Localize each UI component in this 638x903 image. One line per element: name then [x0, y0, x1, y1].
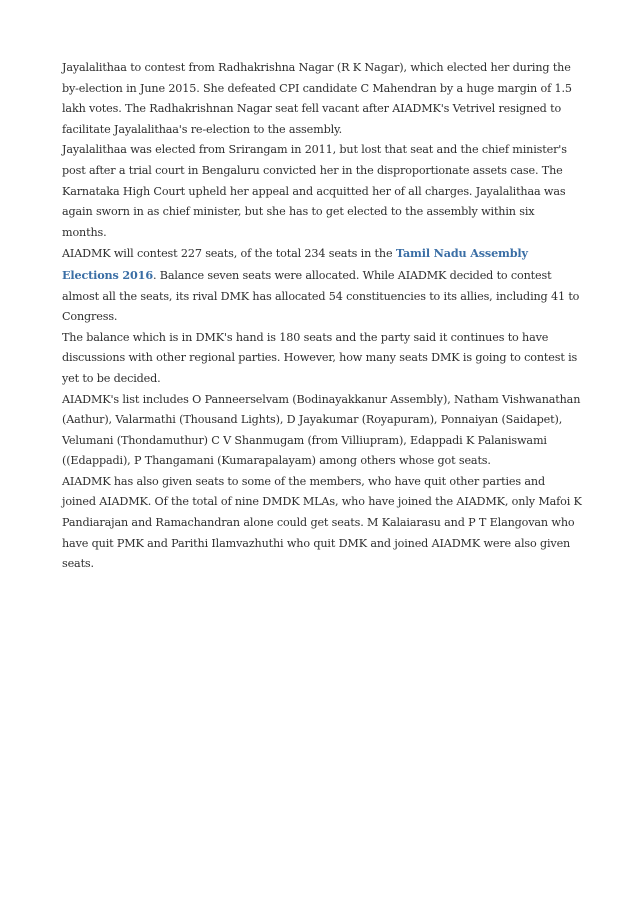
paragraph-seat-count	[62, 243, 582, 327]
paragraph-seat-count-lead: AIADMK will contest 227 seats, of the total 234 seats in the	[62, 247, 396, 261]
paragraph-srirangam: Jayalalithaa was elected from Srirangam in 2011, but lost that seat and the chief minister's post after a trial court in Bengaluru convicted her in the disproportionate assets case. The Karnataka High Court upheld her appeal and acquitted her of all charges. Jayalalithaa was again sworn in as chief minister, but she has to get elected to the assembly within six months.	[62, 143, 567, 239]
paragraph-defectors: AIADMK has also given seats to some of the members, who have quit other parties and joined AIADMK. Of the total of nine DMDK MLAs, who have joined the AIADMK, only Mafoi K Pandiarajan and Ramachandran alone could get seats. M Kalaiarasu and P T Elangovan who have quit PMK and Parithi Ilamvazhuthi who quit DMK and joined AIADMK were also given seats.	[62, 474, 582, 571]
tamil-nadu-elections-link[interactable]: Tamil Nadu Assembly Elections 2016	[62, 246, 528, 282]
paragraph-candidate-list: AIADMK's list includes O Panneerselvam (Bodinayakkanur Assembly), Natham Vishwanathan (Aathur), Valarmathi (Thousand Lights), D Jayakumar (Royapuram), Ponnaiyan (Saidapet), Velumani (Thondamuthur) C V Shanmugam (from Villiupram), Edappadi K Palaniswami ((Edappadi), P Thangamani (Kumarapalayam) among others whose got seats.	[62, 392, 581, 468]
paragraph-seat-count-tail: . Balance seven seats were allocated. While AIADMK decided to contest almost all the seats, its rival DMK has allocated 54 constituencies to its allies, including 41 to Congress.	[62, 268, 580, 324]
paragraph-rk-nagar: Jayalalithaa to contest from Radhakrishna Nagar (R K Nagar), which elected her during the by-election in June 2015. She defeated CPI candidate C Mahendran by a huge margin of 1.5 lakh votes. The Radhakrishnan Nagar seat fell vacant after AIADMK's Vetrivel resigned to facilitate Jayalalithaa's re-election to the assembly.	[62, 61, 572, 136]
article-body	[62, 58, 582, 575]
paragraph-dmk-balance: The balance which is in DMK's hand is 180 seats and the party said it continues to have discussions with other regional parties. However, how many seats DMK is going to contest is yet to be decided.	[62, 330, 578, 385]
